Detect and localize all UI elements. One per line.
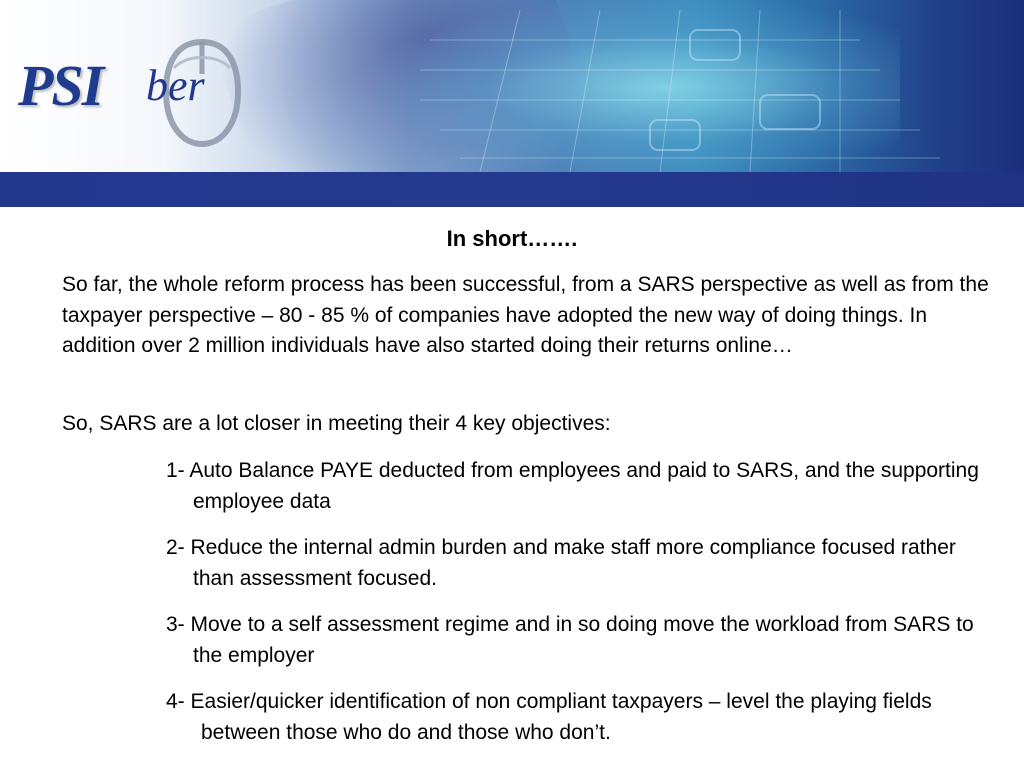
objectives-list [166, 456, 986, 764]
objective-item: 4- Easier/quicker identification of non compliant taxpayers – level the playing fields between those who do and those who don’t. [166, 690, 932, 744]
banner-bar [0, 172, 1024, 207]
psiber-logo [18, 26, 248, 156]
objective-item: 1- Auto Balance PAYE deducted from employees and paid to SARS, and the supporting employee data [166, 459, 979, 513]
slide-heading: In short……. [446, 226, 578, 251]
objective-item: 3- Move to a self assessment regime and in so doing move the workload from SARS to the employer [166, 613, 974, 667]
logo-text-ber: ber [146, 61, 205, 110]
summary-paragraph: So far, the whole reform process has been successful, from a SARS perspective as well as from the taxpayer perspective – 80 - 85 % of companies have adopted the new way of doing things. In addition over 2 million individuals have also started doing their returns online… [62, 273, 989, 357]
objective-item: 2- Reduce the internal admin burden and make staff more compliance focused rather than assessment focused. [166, 536, 956, 590]
logo-text-psi: PSI [18, 53, 103, 118]
objectives-intro: So, SARS are a lot closer in meeting their 4 key objectives: [62, 412, 611, 435]
